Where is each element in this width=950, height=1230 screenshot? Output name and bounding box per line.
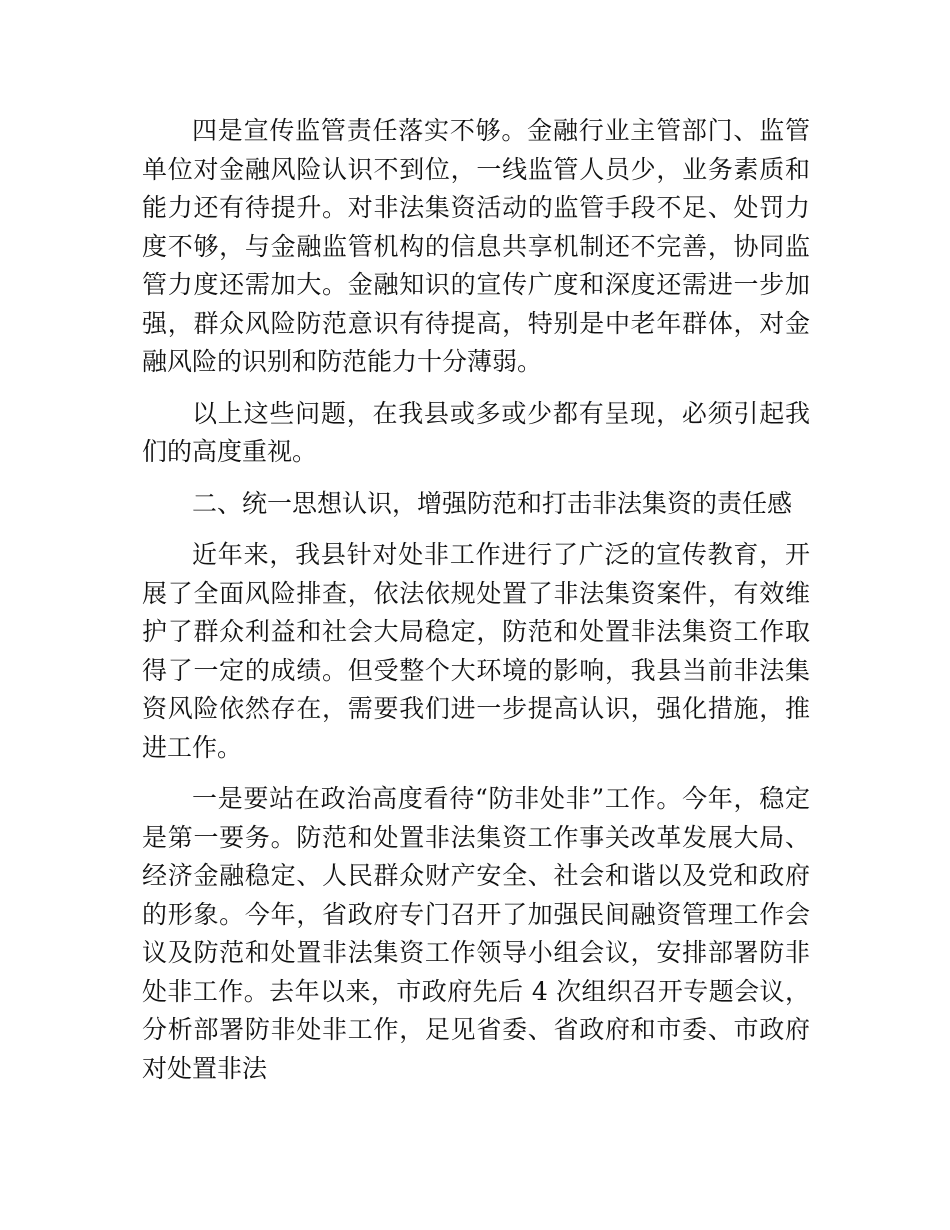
paragraph-problems-summary: 以上这些问题，在我县或多或少都有呈现，必须引起我们的高度重视。 [142,398,810,466]
paragraph-political-height: 一是要站在政治高度看待“防非处非”工作。今年，稳定是第一要务。防范和处置非法集资工作事关改革发展大局、经济金融稳定、人民群众财产安全、社会和谐以及党和政府的形象。今年，省政府专门召开了加强民间融资管理工作会议及防范和处置非法集资工作领导小组会议，安排部署防非处非工作。去年以来，市政府先后 4 次组织召开专题会议，分析部署防非处非工作，足见省委、省政府和市委、市政府对处置非法 [142,784,810,1083]
paragraph-supervision-responsibility: 四是宣传监管责任落实不够。金融行业主管部门、监管单位对金融风险认识不到位，一线监管人员少，业务素质和能力还有待提升。对非法集资活动的监管手段不足、处罚力度不够，与金融监管机构的信息共享机制还不完善，协同监管力度还需加大。金融知识的宣传广度和深度还需进一步加强，群众风险防范意识有待提高，特别是中老年群体，对金融风险的识别和防范能力十分薄弱。 [142,116,810,376]
document-body [142,112,810,1101]
section-heading-unify-thinking: 二、统一思想认识，增强防范和打击非法集资的责任感 [192,488,793,518]
paragraph-recent-years: 近年来，我县针对处非工作进行了广泛的宣传教育，开展了全面风险排查，依法依规处置了非法集资案件，有效维护了群众利益和社会大局稳定，防范和处置非法集资工作取得了一定的成绩。但受整个大环境的影响，我县当前非法集资风险依然存在，需要我们进一步提高认识，强化措施，推进工作。 [142,540,810,762]
